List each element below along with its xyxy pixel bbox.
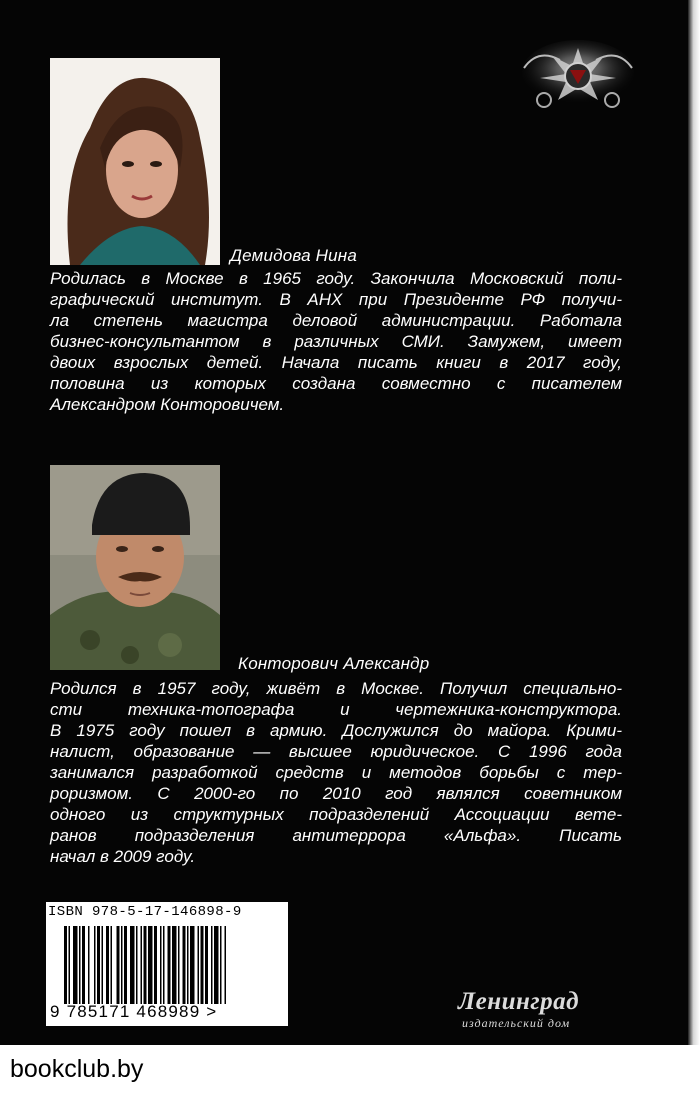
publisher-name: Ленинград: [458, 988, 580, 1015]
barcode-bar: [97, 926, 100, 1004]
publisher-subtitle: издательский дом: [462, 1016, 571, 1030]
barcode-bar: [106, 926, 109, 1004]
bio-line: ранов подразделения антитеррора «Альфа». Писать: [50, 826, 622, 845]
bio-line: роризмом. С 2000-го по 2010 год являлся советником: [50, 784, 622, 803]
barcode-bar: [88, 926, 90, 1004]
barcode-bar: [187, 926, 189, 1004]
barcode-bar: [205, 926, 208, 1004]
barcode-bar: [201, 926, 204, 1004]
barcode-bar: [163, 926, 165, 1004]
watermark-text: bookclub.by: [10, 1055, 144, 1083]
barcode-digits: 9 785171 468989 >: [50, 1002, 218, 1021]
winged-emblem-icon: [520, 38, 636, 114]
author-photo-demidova: [50, 58, 220, 265]
barcode-bar: [82, 926, 85, 1004]
bio-line: Родился в 1957 году, живёт в Москве. Получил специально-: [50, 679, 622, 698]
author-bio: [50, 268, 622, 415]
barcode-bar: [130, 926, 135, 1004]
barcode-bar: [198, 926, 200, 1004]
bio-line: В 1975 году пошел в армию. Дослужился до майора. Крими-: [50, 721, 622, 740]
barcode-bar: [111, 926, 113, 1004]
cover-edge: [688, 0, 700, 1045]
author-portrait-woman: [50, 58, 220, 265]
bio-line: бизнес-консультантом в различных СМИ. Замужем, имеет: [50, 332, 622, 351]
barcode-bar: [190, 926, 195, 1004]
barcode-bar: [64, 926, 67, 1004]
barcode-bar: [172, 926, 177, 1004]
barcode-bar: [225, 926, 227, 1004]
barcode-bar: [144, 926, 147, 1004]
bio-line: Родилась в Москве в 1965 году. Закончила Московский поли-: [50, 269, 622, 288]
barcode-bar: [102, 926, 104, 1004]
barcode-bar: [183, 926, 186, 1004]
barcode-bar: [124, 926, 127, 1004]
bio-line: Александром Конторовичем.: [50, 395, 285, 414]
barcode-bar: [168, 926, 171, 1004]
barcode-bar: [141, 926, 143, 1004]
bio-line: половина из которых создана совместно с писателем: [50, 374, 622, 393]
author-name: Демидова Нина: [230, 246, 358, 265]
publisher-logo: [452, 988, 632, 1030]
bio-line: налист, образование — высшее юридическое. С 1996 года: [50, 742, 622, 761]
barcode-bar: [117, 926, 120, 1004]
isbn-label: ISBN 978-5-17-146898-9: [48, 904, 242, 920]
bio-line: ла степень магистра деловой администрации. Работала: [50, 311, 622, 330]
bio-line: одного из структурных подразделений Ассоциации вете-: [50, 805, 622, 824]
barcode-bar: [121, 926, 123, 1004]
barcode-bar: [73, 926, 78, 1004]
author-bio: [50, 678, 622, 867]
barcode-bar: [211, 926, 213, 1004]
barcode-bar: [160, 926, 162, 1004]
bio-line: сти техника-топографа и чертежника-конструктора.: [50, 700, 622, 719]
barcode-bar: [214, 926, 219, 1004]
bio-line: графический институт. В АНХ при Президенте РФ получи-: [50, 290, 622, 309]
author-photo-kontorovich: [50, 465, 220, 670]
barcode-bar: [178, 926, 180, 1004]
barcode-bar: [154, 926, 157, 1004]
bio-line: двоих взрослых детей. Начала писать книги в 2017 году,: [50, 353, 622, 372]
bio-line: начал в 2009 году.: [50, 847, 196, 866]
barcode-bar: [220, 926, 222, 1004]
barcode-icon: [64, 926, 278, 1004]
barcode-bar: [148, 926, 153, 1004]
author-name: Конторович Александр: [238, 654, 430, 673]
author-portrait-man: [50, 465, 220, 670]
barcode-bar: [69, 926, 71, 1004]
isbn-barcode-block: [46, 902, 288, 1026]
barcode-bar: [94, 926, 96, 1004]
barcode-bar: [79, 926, 81, 1004]
bio-line: занимался разработкой средств и методов борьбы с тер-: [50, 763, 622, 782]
barcode-bar: [136, 926, 138, 1004]
